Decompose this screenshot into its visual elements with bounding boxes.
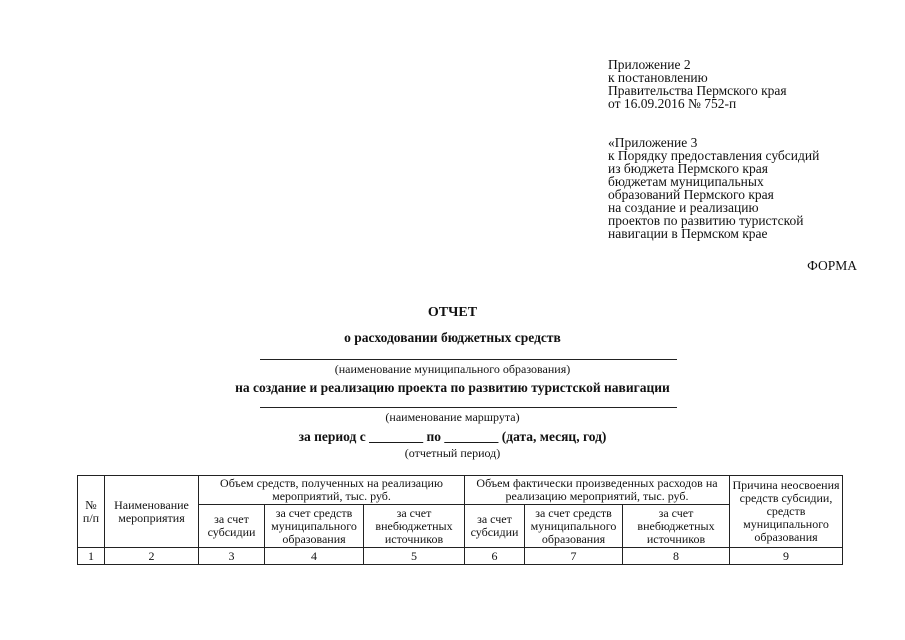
appendix-3-line: навигации в Пермском крае	[608, 226, 768, 241]
subheader-extrabudget: за счет внебюджетных источников	[364, 505, 465, 548]
subheader-municipal: за счет средств муниципального образования	[265, 505, 364, 548]
header-event-name: Наименование мероприятия	[105, 476, 199, 548]
header-actual-expenses: Объем фактически произведенных расходов на реализацию мероприятий, тыс. руб.	[465, 476, 730, 505]
appendix-2-line: от 16.09.2016 № 752-п	[608, 96, 737, 111]
form-label: ФОРМА	[807, 258, 857, 273]
appendix-2-line: Приложение 2	[608, 57, 691, 72]
header-received-funds: Объем средств, полученных на реализацию мероприятий, тыс. руб.	[199, 476, 465, 505]
column-number-cell: 2	[105, 548, 199, 565]
column-number-cell: 8	[623, 548, 730, 565]
column-number-cell: 3	[199, 548, 265, 565]
column-number-row	[78, 548, 843, 565]
appendix-3-line: из бюджета Пермского края	[608, 161, 768, 176]
route-hint: (наименование маршрута)	[385, 410, 520, 424]
appendix-3-line: «Приложение 3	[608, 135, 698, 150]
report-period: за период с ________ по ________ (дата, месяц, год)	[298, 429, 607, 444]
column-number-cell: 9	[730, 548, 843, 565]
subheader-extrabudget: за счет внебюджетных источников	[623, 505, 730, 548]
report-purpose: на создание и реализацию проекта по развитию туристской навигации	[235, 380, 670, 395]
appendix-3-line: бюджетам муниципальных	[608, 174, 764, 189]
header-reason: Причина неосвоения средств субсидии, средств муниципального образования	[730, 476, 843, 548]
appendix-2-line: к постановлению	[608, 70, 708, 85]
subheader-municipal: за счет средств муниципального образования	[525, 505, 623, 548]
municipality-hint: (наименование муниципального образования)	[334, 362, 571, 376]
municipality-blank-line	[260, 359, 677, 360]
report-table	[77, 475, 843, 565]
appendix-3-block	[608, 136, 819, 240]
column-number-cell: 5	[364, 548, 465, 565]
appendix-3-line: на создание и реализацию	[608, 200, 759, 215]
route-blank-line	[260, 407, 677, 408]
column-number-cell: 6	[465, 548, 525, 565]
appendix-2-line: Правительства Пермского края	[608, 83, 787, 98]
appendix-3-line: образований Пермского края	[608, 187, 774, 202]
appendix-3-line: к Порядку предоставления субсидий	[608, 148, 820, 163]
appendix-3-line: проектов по развитию туристской	[608, 213, 804, 228]
column-number-cell: 7	[525, 548, 623, 565]
subheader-subsidy: за счет субсидии	[465, 505, 525, 548]
period-hint: (отчетный период)	[404, 446, 501, 460]
table-header-row	[78, 476, 843, 505]
header-number: № п/п	[78, 476, 105, 548]
subheader-subsidy: за счет субсидии	[199, 505, 265, 548]
report-subtitle: о расходовании бюджетных средств	[344, 330, 561, 345]
report-title: ОТЧЕТ	[427, 305, 478, 320]
column-number-cell: 4	[265, 548, 364, 565]
appendix-2-block	[608, 58, 787, 110]
column-number-cell: 1	[78, 548, 105, 565]
